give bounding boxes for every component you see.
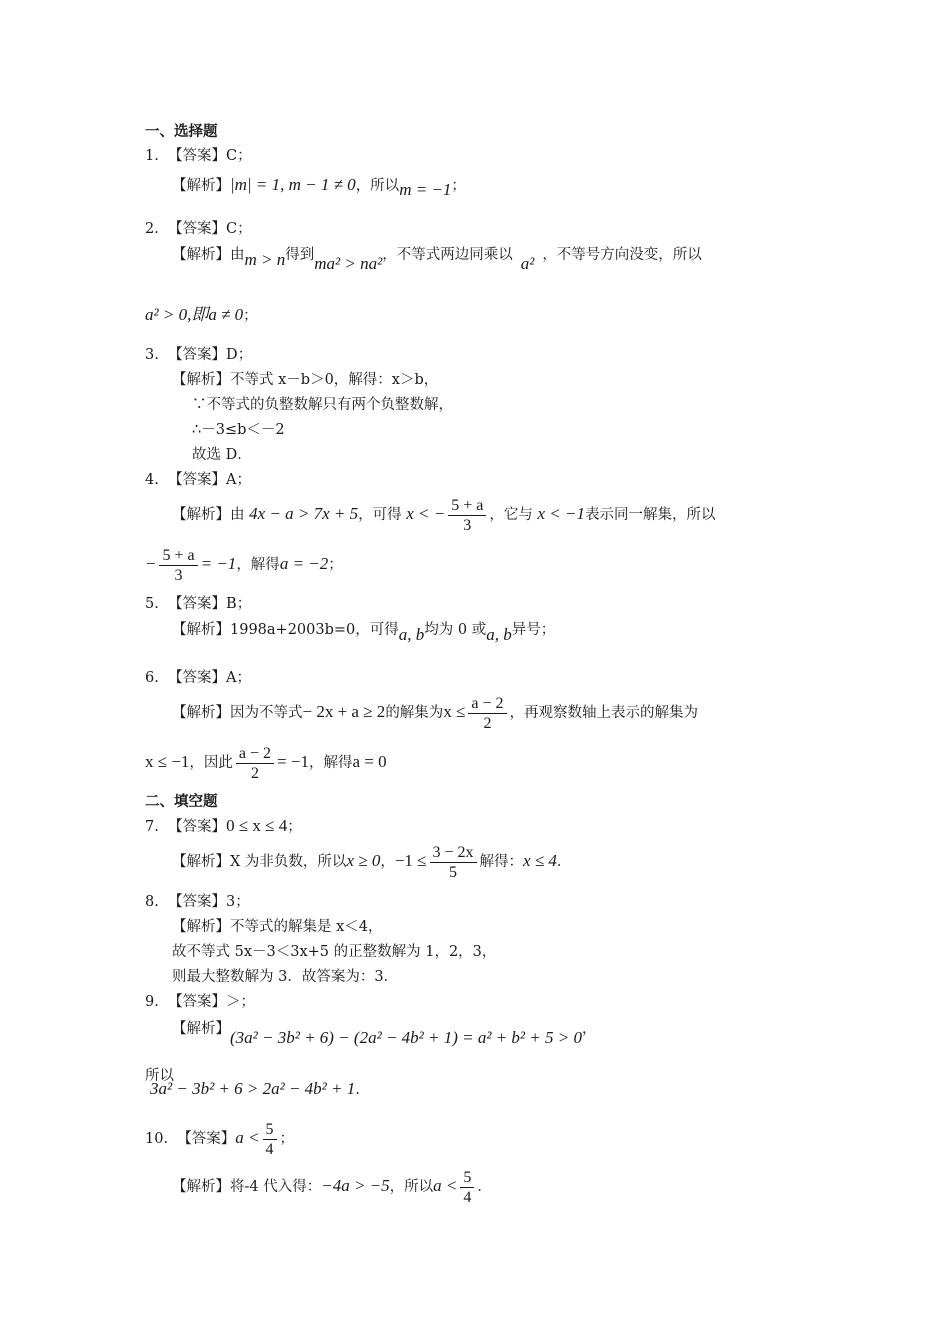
q3-analysis-line3: ∴－3≤b＜－2 [192,422,285,438]
q2-answer-line [145,219,252,239]
q3-analysis-line2: ∵不等式的负整数解只有两个负整数解， [192,397,453,413]
q4-math-b: x < − [406,504,446,523]
q6-fraction [468,694,506,733]
q2-math-b: ma² > na² [314,254,383,273]
q8-answer: 【答案】3； [168,894,250,910]
q9-analysis-cont-math [150,1079,360,1100]
section-title-choice: 一、选择题 [145,124,218,140]
q7-answer-math: 0 ≤ x ≤ 4 [226,816,288,835]
q5-math-a: a, b [398,625,425,644]
q5-text-a: 均为 0 或 [424,622,487,638]
q9-analysis-label: 【解析】 [172,1021,230,1037]
q1-end: ； [451,178,466,194]
q9-number: 9. [145,994,159,1010]
q8-analysis-line1: 【解析】不等式的解集是 x＜4， [172,919,383,935]
q10-answer-fraction-numerator: 5 [263,1120,277,1140]
q7-analysis-label: 【解析】X 为非负数，所以 [172,854,347,870]
q4-fraction-denominator: 3 [463,516,472,534]
q4-fraction-2 [159,546,197,585]
q6-math-a: − 2x + a ≥ 2 [302,702,386,721]
q4-analysis [172,494,715,535]
q7-answer-end: ； [287,819,302,835]
q3-answer: 【答案】D； [168,347,253,363]
q4-math-c: x < −1 [537,504,585,523]
q2-text-c: ，不等号方向没变，所以 [542,247,702,263]
q1-analysis-label: 【解析】 [172,178,230,194]
q4-text-b: ，它与 [489,507,533,523]
q2-answer: 【答案】C； [168,221,252,237]
q10-fraction [460,1168,474,1207]
q7-math-c: x ≤ 4 [523,851,557,870]
q4-end: ； [328,557,343,573]
q10-answer-line [145,1118,294,1159]
q4-fraction-2-denominator: 3 [174,566,183,584]
q5-analysis [172,619,556,644]
q6-text-d: ，解得 [308,755,353,771]
q2-math-c: a² [520,254,535,273]
q10-math-b: a < [433,1176,458,1195]
q8-number: 8. [145,894,159,910]
q3-answer-line [145,345,252,365]
q9-math-a: (3a² − 3b² + 6) − (2a² − 4b² + 1) = a² + b² + 5 > 0 [230,1028,582,1047]
q1-analysis [172,175,466,199]
q5-number: 5. [145,596,159,612]
q2-math-d: a² > 0,即a ≠ 0 [145,305,244,324]
q6-math-c: x ≤ −1 [145,752,190,771]
q7-math-b: −1 ≤ [394,851,427,870]
q1-answer: 【答案】C； [168,148,252,164]
q4-analysis-cont [145,544,343,585]
q10-text-a: ，所以 [389,1179,434,1195]
q10-analysis-label: 【解析】将-4 代入得： [172,1179,322,1195]
q2-end: ； [243,308,258,324]
q10-answer-fraction [263,1120,277,1159]
q4-math-e: = −1 [200,554,237,573]
q7-analysis [172,841,571,882]
q2-number: 2. [145,221,159,237]
q6-analysis-label: 【解析】因为不等式 [172,705,303,721]
q10-answer-fraction-denominator: 4 [265,1140,274,1158]
q6-fraction-numerator: a − 2 [468,694,506,714]
q10-analysis [172,1166,492,1207]
q10-end: ． [477,1179,492,1195]
q10-fraction-numerator: 5 [460,1168,474,1188]
q3-analysis-line4: 故选 D． [192,447,252,463]
q2-analysis-cont [145,305,258,326]
q9-line2-text: 所以 [145,1068,174,1084]
q7-end: ． [556,854,572,870]
q6-fraction-denominator: 2 [483,714,492,732]
q10-math-a: −4a > −5 [321,1176,390,1195]
q6-math-b: x ≤ [443,702,466,721]
q7-fraction [430,843,477,882]
q1-text-a: ，所以 [355,178,400,194]
q4-math-a: 4x − a > 7x + 5 [249,504,359,523]
q7-fraction-denominator: 5 [449,863,458,881]
q9-end: ， [581,1021,597,1037]
q4-fraction-2-numerator: 5 + a [159,546,197,566]
q4-math-d: − [145,554,157,573]
q1-math-b: m = −1 [399,180,452,199]
q6-text-c: ，因此 [189,755,233,771]
q9-analysis [172,1018,597,1047]
q6-fraction-2-numerator: a − 2 [236,744,274,764]
q7-math-a: x ≥ 0 [346,851,381,870]
q6-text-b: ，再观察数轴上表示的解集为 [509,705,699,721]
q6-answer-line [145,668,251,688]
q6-fraction-2-denominator: 2 [250,764,259,782]
q9-answer: 【答案】＞； [168,994,256,1010]
q5-answer-line [145,594,251,614]
q4-text-a: ，可得 [358,507,402,523]
q6-text-a: 的解集为 [385,705,444,721]
q5-answer: 【答案】B； [168,596,252,612]
q4-answer-line [145,470,251,490]
q4-fraction [448,496,486,535]
q2-text-b: ，不等式两边同乘以 [382,247,513,263]
q3-number: 3. [145,347,159,363]
q4-analysis-label: 【解析】由 [172,507,245,523]
q2-text-a: 得到 [285,247,315,263]
q7-answer-line [145,816,302,837]
q6-fraction-2 [236,744,274,783]
q9-answer-line [145,992,255,1012]
q5-text-b: 异号； [511,622,556,638]
q7-text-a: ， [380,854,395,870]
q10-answer-end: ； [279,1131,295,1147]
q7-text-b: 解得： [479,854,524,870]
q4-text-d: ，解得 [236,557,280,573]
q5-math-b: a, b [486,625,512,644]
q7-number: 7. [145,819,159,835]
q10-fraction-denominator: 4 [463,1188,472,1206]
q7-fraction-numerator: 3 − 2x [430,843,477,863]
q2-analysis-label: 【解析】由 [172,247,245,263]
q8-analysis-line3: 则最大整数解为 3．故答案为：3． [172,969,399,985]
q1-answer-line [145,146,252,166]
q8-analysis-line2: 故不等式 5x－3＜3x+5 的正整数解为 1，2，3， [172,944,497,960]
q1-math-a: |m| = 1, m − 1 ≠ 0 [230,175,356,194]
q2-math-a: m > n [244,250,286,269]
q8-answer-line [145,892,250,912]
q4-fraction-numerator: 5 + a [448,496,486,516]
q4-answer: 【答案】A； [168,472,252,488]
q4-math-f: a = −2 [279,554,329,573]
q1-number: 1. [145,148,159,164]
q10-answer: 【答案】 [177,1131,236,1147]
q4-number: 4. [145,472,159,488]
q6-analysis [172,692,698,733]
q4-text-c: 表示同一解集，所以 [584,507,716,523]
q6-answer: 【答案】A； [168,670,252,686]
q9-line2-end: . [355,1082,360,1098]
q3-analysis-line1: 【解析】不等式 x－b＞0，解得：x＞b， [172,372,439,388]
q6-number: 6. [145,670,159,686]
q10-answer-math: a < [235,1128,260,1147]
q6-math-e: a = 0 [352,752,387,771]
q7-answer: 【答案】 [168,819,227,835]
q10-number: 10. [145,1131,169,1147]
q5-analysis-label: 【解析】1998a+2003b=0，可得 [172,622,399,638]
q9-line2-math: 3a² − 3b² + 6 > 2a² − 4b² + 1 [150,1079,356,1098]
section-title-fill: 二、填空题 [145,794,218,810]
q2-analysis [172,244,702,273]
q6-math-d: = −1 [277,752,309,771]
q6-analysis-cont [145,742,387,783]
